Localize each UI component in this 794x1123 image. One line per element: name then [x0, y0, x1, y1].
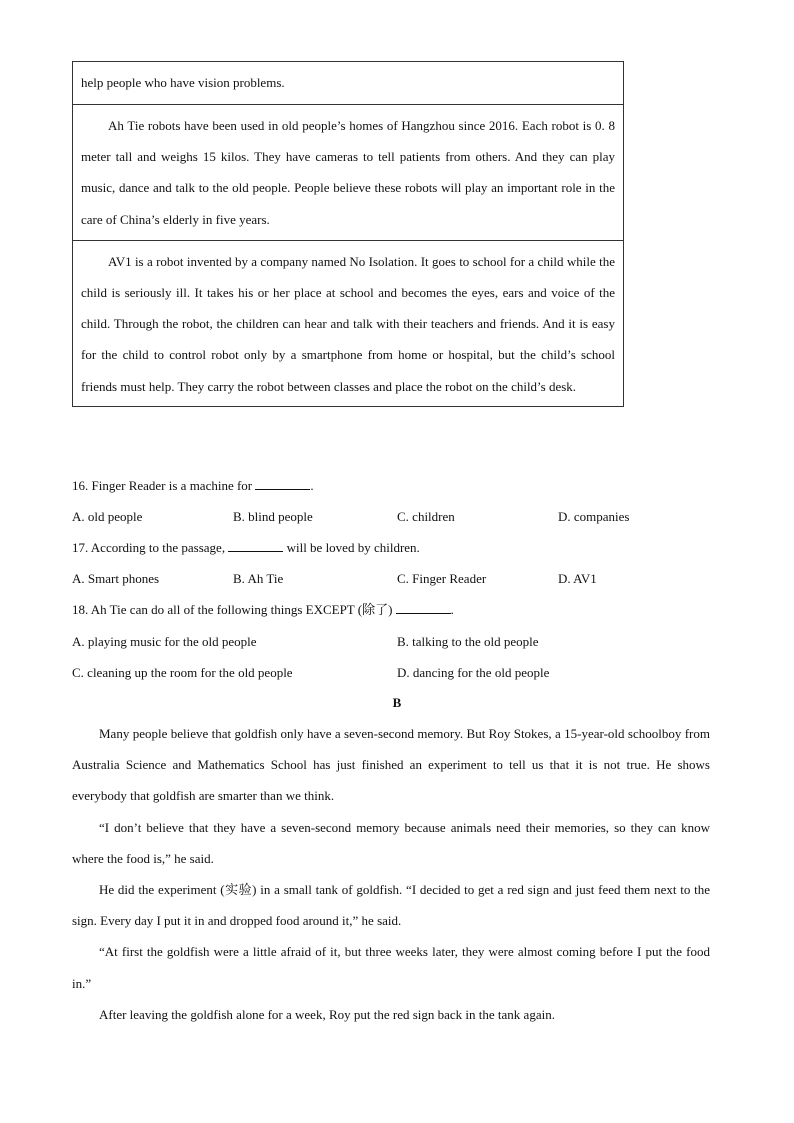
q18-option-c: C. cleaning up the room for the old people [72, 665, 293, 680]
table-row-finger-reader [73, 62, 623, 104]
question-stem-text: 16. Finger Reader is a machine for [72, 478, 256, 493]
section-heading-b: B [392, 695, 402, 710]
passage-b [72, 718, 710, 1030]
answer-blank [228, 540, 283, 552]
q17-option-a: A. Smart phones [72, 571, 160, 586]
table-row-ah-tie [73, 104, 623, 240]
answer-blank [396, 602, 451, 614]
q18-option-b: B. talking to the old people [397, 634, 539, 649]
table-cell-text: Ah Tie robots have been used in old people’s homes of Hangzhou since 2016. Each robot is 0. 8 meter tall and weighs 15 kilos. They have cameras to tell patients from others. And they can play music, dance and talk to the old people. People believe these robots will play an important role in the care of China’s elderly in five years. [81, 118, 615, 227]
q16-option-b: B. blind people [233, 509, 313, 524]
question-stem-text: 17. According to the passage, [72, 540, 229, 555]
table-cell-text: help people who have vision problems. [81, 75, 285, 90]
passage-b-paragraph-2: “I don’t believe that they have a seven-second memory because animals need their memories, so they can know where the food is,” he said. [72, 819, 710, 866]
table-cell-text: AV1 is a robot invented by a company named No Isolation. It goes to school for a child while the child is seriously ill. It takes his or her place at school and becomes the eyes, ears and voice of the child. Through the robot, the children can hear and talk with their teachers and friends. And it is easy for the child to control robot only by a smartphone from home or hospital, but the child’s school friends must help. They carry the robot between classes and place the robot on the child’s desk. [81, 253, 615, 394]
passage-b-paragraph-3: He did the experiment (实验) in a small tank of goldfish. “I decided to get a red sign and just feed them next to the sign. Every day I put it in and dropped food around it,” he said. [72, 882, 710, 929]
q16-option-c: C. children [397, 509, 455, 524]
question-16-stem [72, 478, 314, 494]
q17-option-d: D. AV1 [558, 571, 597, 586]
q18-option-d: D. dancing for the old people [397, 665, 550, 680]
question-stem-text: 18. Ah Tie can do all of the following things EXCEPT (除了) [72, 602, 396, 617]
question-17-stem [72, 540, 420, 556]
passage-b-paragraph-5: After leaving the goldfish alone for a week, Roy put the red sign back in the tank again. [99, 1006, 555, 1022]
q16-option-d: D. companies [558, 509, 630, 524]
question-stem-end: . [310, 478, 314, 493]
question-stem-end: will be loved by children. [283, 540, 420, 555]
table-row-av1 [73, 240, 623, 406]
q17-option-b: B. Ah Tie [233, 571, 284, 586]
passage-b-paragraph-1: Many people believe that goldfish only have a seven-second memory. But Roy Stokes, a 15-year-old schoolboy from Australia Science and Mathematics School has just finished an experiment to tell us that it is not true. He shows everybody that goldfish are smarter than we think. [72, 726, 710, 804]
q16-option-a: A. old people [72, 509, 143, 524]
q18-option-a: A. playing music for the old people [72, 634, 257, 649]
question-stem-end: . [450, 602, 454, 617]
passage-b-paragraph-4: “At first the goldfish were a little afraid of it, but three weeks later, they were almost coming before I put the food in.” [72, 944, 710, 991]
q17-option-c: C. Finger Reader [397, 571, 487, 586]
question-18-stem [72, 602, 454, 618]
answer-blank [255, 478, 310, 490]
passage-a-table [72, 61, 624, 407]
